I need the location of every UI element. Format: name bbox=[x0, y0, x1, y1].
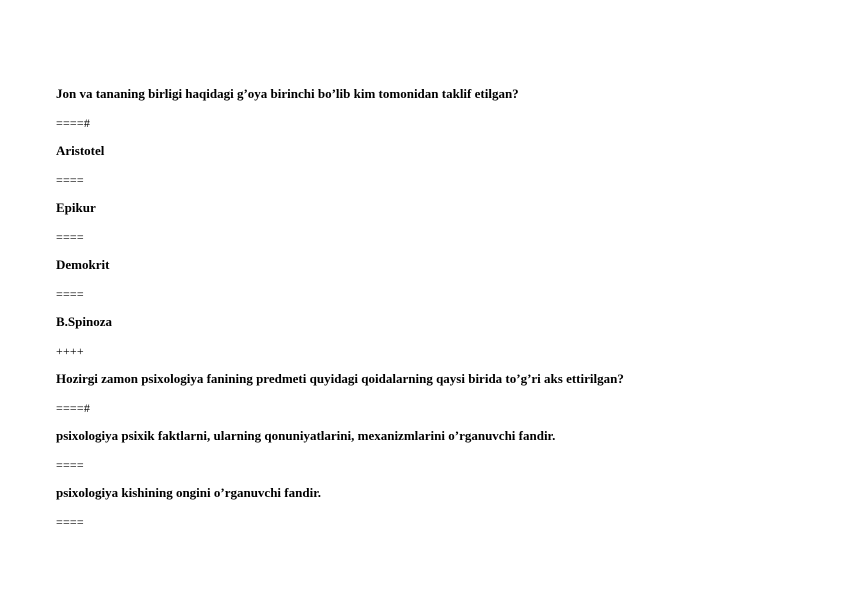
answer-option: Aristotel bbox=[56, 143, 105, 158]
separator-line: ==== bbox=[56, 230, 84, 244]
separator-line: ==== bbox=[56, 173, 84, 187]
question-text: Hozirgi zamon psixologiya fanining predmeti quyidagi qoidalarning qaysi birida to’g’ri aks ettirilgan? bbox=[56, 371, 624, 386]
answer-option: psixologiya kishining ongini o’rganuvchi fandir. bbox=[56, 485, 322, 500]
separator-line: ==== bbox=[56, 287, 84, 301]
question-text: Jon va tananing birligi haqidagi g’oya birinchi bo’lib kim tomonidan taklif etilgan? bbox=[56, 86, 519, 101]
separator-line: ==== bbox=[56, 458, 84, 472]
separator-line: ++++ bbox=[56, 344, 84, 358]
separator-line: ====# bbox=[56, 401, 91, 415]
separator-line: ====# bbox=[56, 116, 91, 130]
answer-option: B.Spinoza bbox=[56, 314, 112, 329]
answer-option: Demokrit bbox=[56, 257, 110, 272]
answer-option: psixologiya psixik faktlarni, ularning qonuniyatlarini, mexanizmlarini o’rganuvchi fandir. bbox=[56, 428, 556, 443]
answer-option: Epikur bbox=[56, 200, 96, 215]
separator-line: ==== bbox=[56, 515, 84, 529]
